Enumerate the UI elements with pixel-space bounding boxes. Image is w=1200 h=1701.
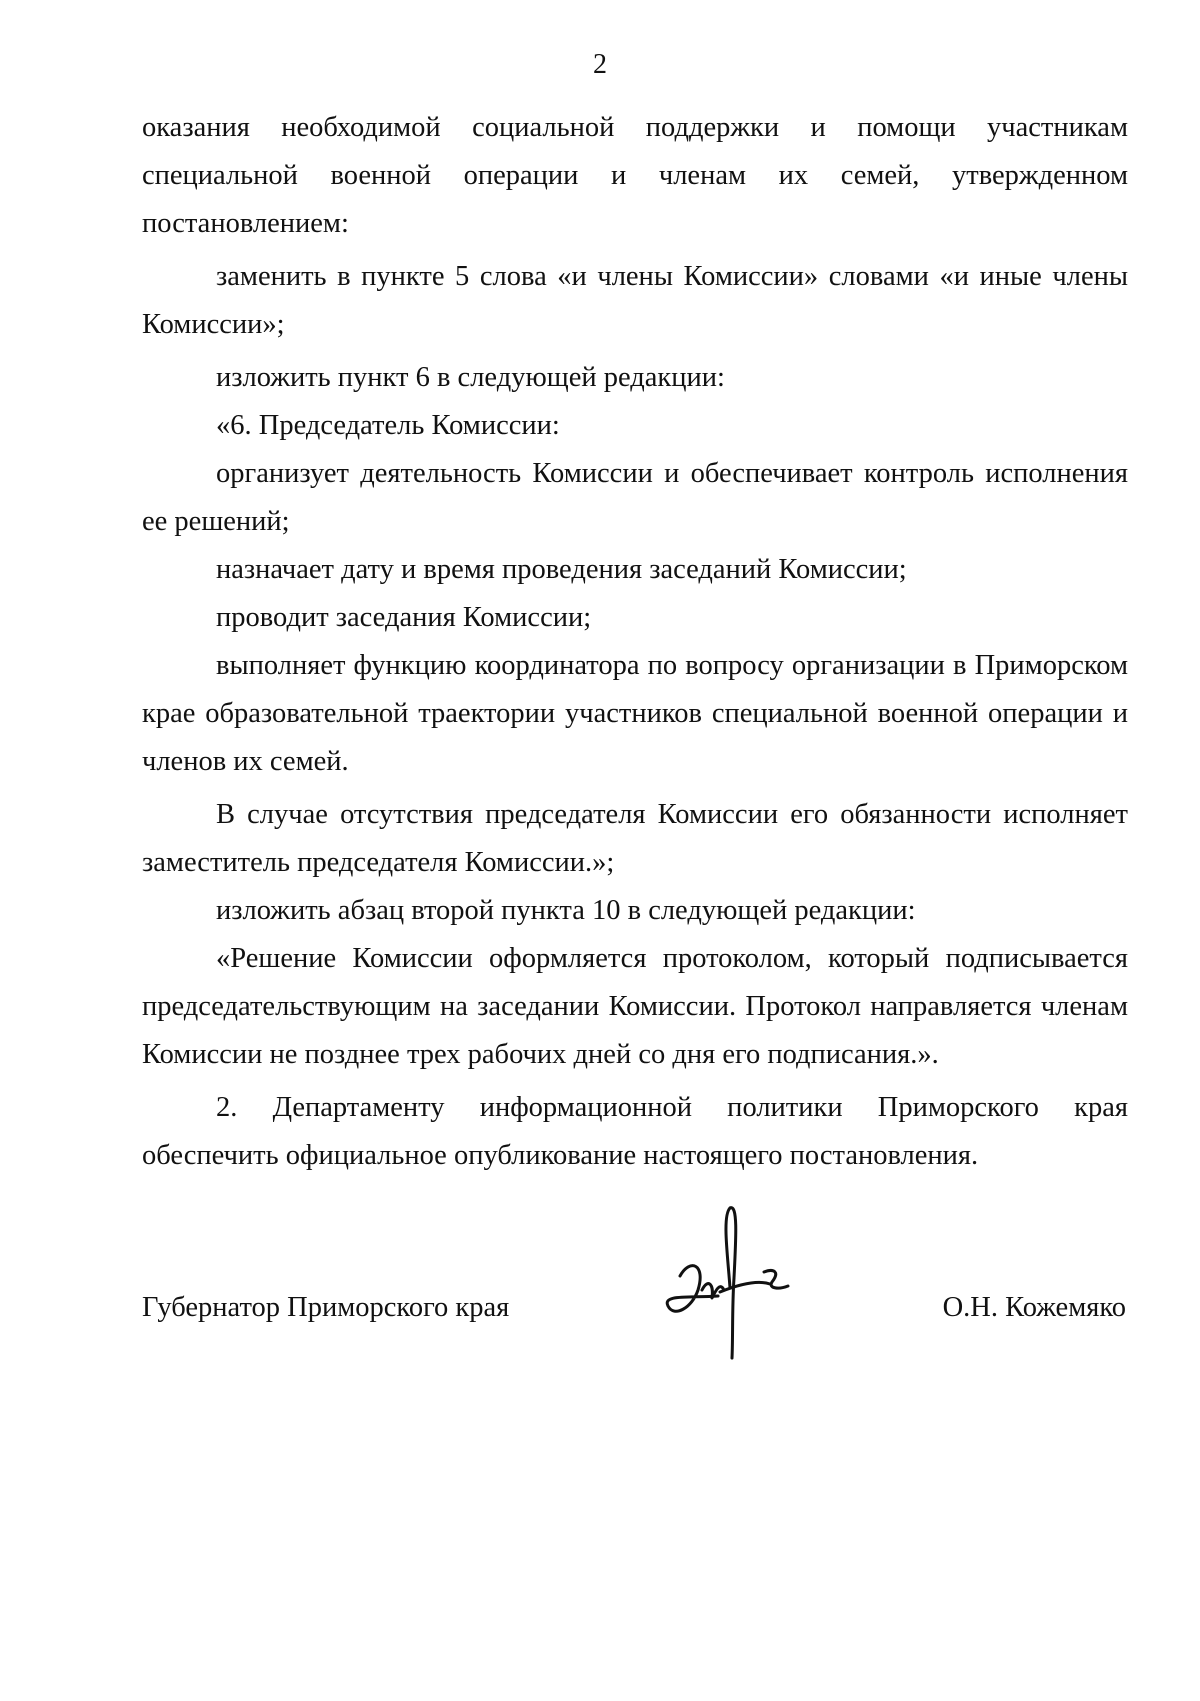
handwritten-signature-icon (660, 1198, 800, 1368)
document-body (142, 104, 1128, 1180)
paragraph-clause-10-intro: изложить абзац второй пункта 10 в следующей редакции: (216, 895, 916, 926)
paragraph-protocol: «Решение Комиссии оформляется протоколом, который подписывается председательствующим на заседании Комиссии. Протокол направляется членам Комиссии не позднее трех рабочих дней со дня его подписания.». (142, 943, 1128, 1070)
paragraph-schedules: назначает дату и время проведения заседаний Комиссии; (216, 554, 907, 585)
paragraph-chairman-heading: «6. Председатель Комиссии: (216, 410, 560, 441)
paragraph-publication: 2. Департаменту информационной политики Приморского края обеспечить официальное опубликование настоящего постановления. (142, 1092, 1128, 1171)
signatory-name: О.Н. Кожемяко (942, 1292, 1126, 1323)
paragraph-continuation: оказания необходимой социальной поддержки и помощи участникам специальной военной операции и членам их семей, утвержденном постановлением: (142, 112, 1128, 239)
signatory-position: Губернатор Приморского края (142, 1292, 510, 1323)
paragraph-organizes: организует деятельность Комиссии и обеспечивает контроль исполнения ее решений; (142, 458, 1128, 537)
paragraph-replace-clause-5: заменить в пункте 5 слова «и члены Комиссии» словами «и иные члены Комиссии»; (142, 261, 1128, 340)
paragraph-clause-6-intro: изложить пункт 6 в следующей редакции: (216, 362, 725, 393)
paragraph-absence: В случае отсутствия председателя Комиссии его обязанности исполняет заместитель председателя Комиссии.»; (142, 799, 1128, 878)
paragraph-coordinator: выполняет функцию координатора по вопросу организации в Приморском крае образовательной траектории участников специальной военной операции и членов их семей. (142, 650, 1128, 777)
page-number: 2 (593, 49, 607, 80)
paragraph-conducts: проводит заседания Комиссии; (216, 602, 592, 633)
